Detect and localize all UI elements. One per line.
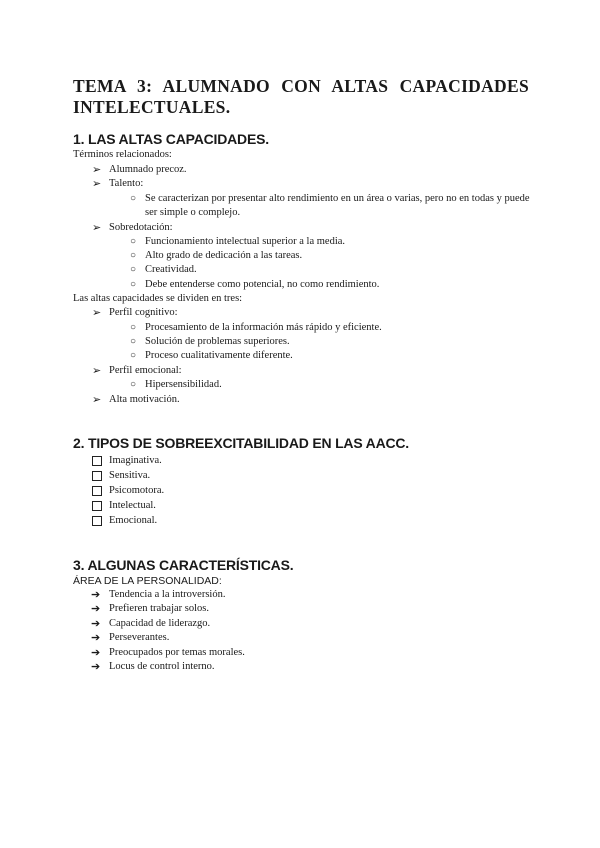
arrowhead-bullet-icon: ➢ bbox=[92, 365, 102, 377]
list-item: Alumnado precoz. bbox=[109, 164, 187, 175]
list-item: Preocupados por temas morales. bbox=[109, 647, 245, 658]
list-item: Locus de control interno. bbox=[109, 661, 215, 672]
list-item: Talento: bbox=[109, 178, 144, 189]
arrow-bullet-icon: ➔ bbox=[91, 589, 101, 601]
list-subitem: Debe entenderse como potencial, no como rendimiento. bbox=[145, 279, 380, 290]
arrow-bullet-icon: ➔ bbox=[91, 618, 101, 630]
list-subitem: Funcionamiento intelectual superior a la media. bbox=[145, 236, 346, 247]
list-subitem: Procesamiento de la información más rápido y eficiente. bbox=[145, 322, 382, 333]
circle-bullet-icon: ○ bbox=[130, 379, 137, 390]
arrowhead-bullet-icon: ➢ bbox=[92, 164, 102, 176]
list-item: Sobredotación: bbox=[109, 222, 173, 233]
section-1-intro: Términos relacionados: bbox=[73, 149, 172, 160]
list-item: Psicomotora. bbox=[109, 485, 165, 496]
list-subitem: Creatividad. bbox=[145, 264, 197, 275]
checkbox-icon bbox=[92, 456, 102, 466]
list-subitem: Solución de problemas superiores. bbox=[145, 336, 290, 347]
checkbox-icon bbox=[92, 501, 102, 511]
list-item: Perfil emocional: bbox=[109, 365, 182, 376]
list-item: Perseverantes. bbox=[109, 632, 170, 643]
checkbox-icon bbox=[92, 516, 102, 526]
list-subitem: Proceso cualitativamente diferente. bbox=[145, 350, 293, 361]
arrow-bullet-icon: ➔ bbox=[91, 603, 101, 615]
section-3-subheading: ÁREA DE LA PERSONALIDAD: bbox=[73, 575, 222, 587]
list-subitem: Alto grado de dedicación a las tareas. bbox=[145, 250, 303, 261]
list-item: Emocional. bbox=[109, 515, 158, 526]
list-subitem: Se caracterizan por presentar alto rendimiento en un área o varias, pero no en todas y puede ser simple o complejo. bbox=[145, 193, 530, 218]
list-item: Prefieren trabajar solos. bbox=[109, 603, 210, 614]
section-2-heading: 2. TIPOS DE SOBREEXCITABILIDAD EN LAS AACC. bbox=[73, 435, 409, 451]
arrowhead-bullet-icon: ➢ bbox=[92, 178, 102, 190]
arrow-bullet-icon: ➔ bbox=[91, 632, 101, 644]
list-item: Tendencia a la introversión. bbox=[109, 589, 226, 600]
document-title: TEMA 3: ALUMNADO CON ALTAS CAPACIDADES INTELECTUALES. bbox=[73, 76, 529, 117]
arrowhead-bullet-icon: ➢ bbox=[92, 394, 102, 406]
list-item: Perfil cognitivo: bbox=[109, 307, 178, 318]
list-item: Sensitiva. bbox=[109, 470, 151, 481]
circle-bullet-icon: ○ bbox=[130, 336, 137, 347]
circle-bullet-icon: ○ bbox=[130, 236, 137, 247]
section-1-heading: 1. LAS ALTAS CAPACIDADES. bbox=[73, 131, 269, 147]
circle-bullet-icon: ○ bbox=[130, 193, 137, 204]
checkbox-icon bbox=[92, 486, 102, 496]
arrow-bullet-icon: ➔ bbox=[91, 647, 101, 659]
section-3-heading: 3. ALGUNAS CARACTERÍSTICAS. bbox=[73, 557, 294, 573]
circle-bullet-icon: ○ bbox=[130, 350, 137, 361]
section-1-intro-2: Las altas capacidades se dividen en tres: bbox=[73, 293, 243, 304]
circle-bullet-icon: ○ bbox=[130, 322, 137, 333]
list-item: Capacidad de liderazgo. bbox=[109, 618, 211, 629]
arrowhead-bullet-icon: ➢ bbox=[92, 222, 102, 234]
arrowhead-bullet-icon: ➢ bbox=[92, 307, 102, 319]
list-subitem: Hipersensibilidad. bbox=[145, 379, 222, 390]
list-item: Imaginativa. bbox=[109, 455, 162, 466]
circle-bullet-icon: ○ bbox=[130, 250, 137, 261]
circle-bullet-icon: ○ bbox=[130, 264, 137, 275]
checkbox-icon bbox=[92, 471, 102, 481]
arrow-bullet-icon: ➔ bbox=[91, 661, 101, 673]
list-item: Intelectual. bbox=[109, 500, 156, 511]
list-item: Alta motivación. bbox=[109, 394, 180, 405]
circle-bullet-icon: ○ bbox=[130, 279, 137, 290]
